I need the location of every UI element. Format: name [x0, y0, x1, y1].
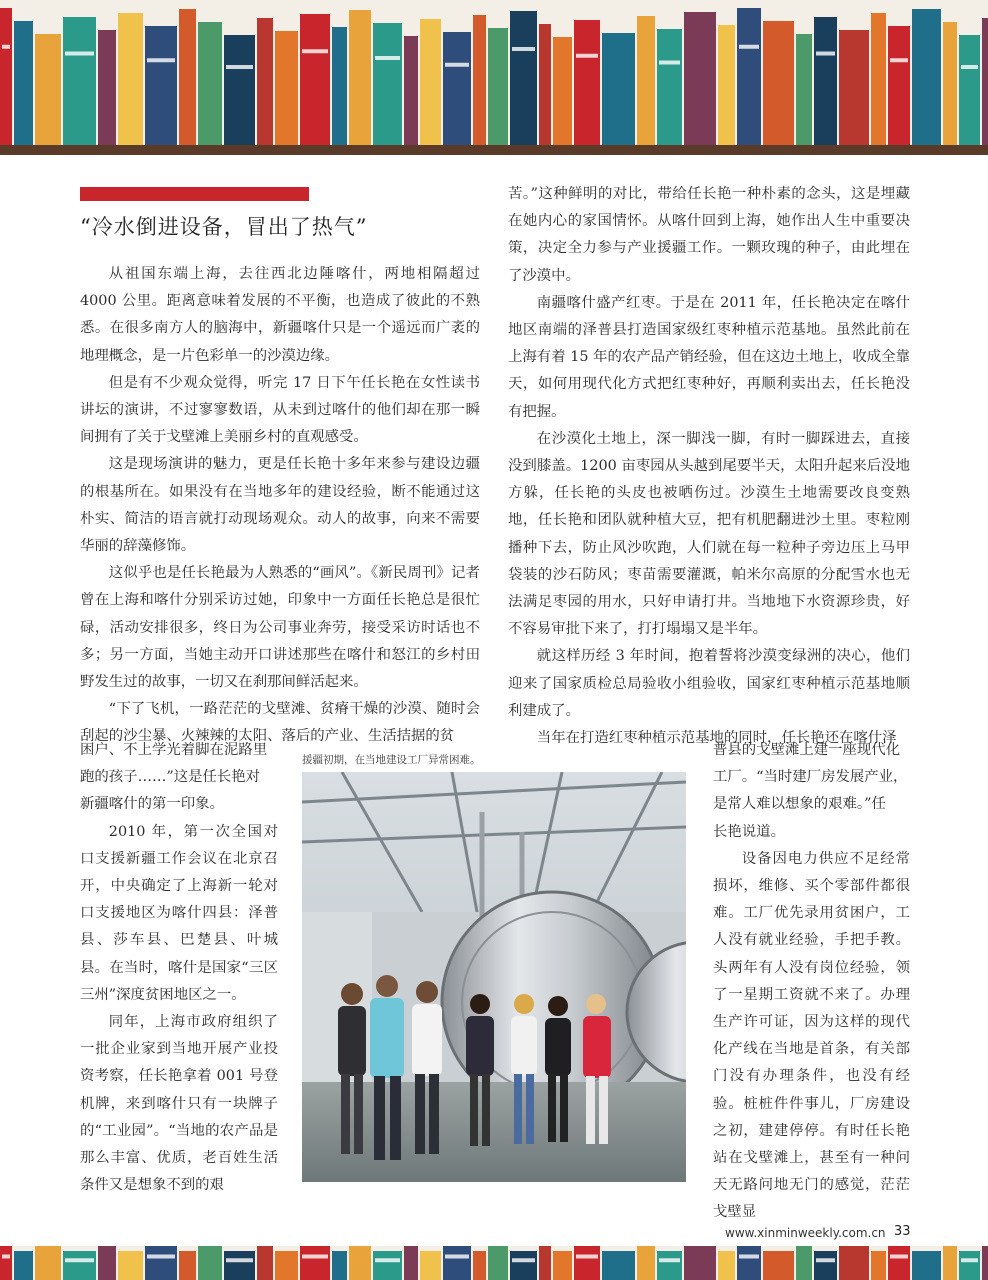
section-accent-bar [80, 187, 309, 201]
book-band [816, 1258, 835, 1262]
paragraph: 2010 年，第一次全国对口支援新疆工作会议在北京召开，中央确定了上海新一轮对口支援地区为喀什四县：泽普县、莎车县、巴楚县、叶城县。在当时，喀什是国家“三区三州”深度贫困地区之一。 [80, 823, 278, 1003]
book-spine [349, 10, 371, 145]
book-spine [839, 30, 869, 145]
book-spine [602, 1251, 635, 1280]
paragraph: 从祖国东端上海，去往西北边陲喀什，两地相隔超过 4000 公里。距离意味着发展的不平衡，也造成了彼此的不熟悉。在很多南方人的脑海中，新疆喀什只是一个遥远而广袤的地理概念，是一片色彩单一的沙漠边缘。 [80, 266, 480, 364]
book-spine [737, 1246, 761, 1280]
paragraph: 苦。”这种鲜明的对比，带给任长艳一种朴素的念头，这是埋藏在她内心的家国情怀。从喀什回到上海，她作出人生中重要决策，决定全力参与产业援疆工作。一颗玫瑰的种子，由此埋在了沙漠中。 [508, 186, 910, 284]
book-spine [510, 1251, 537, 1280]
book-band [576, 1255, 598, 1259]
book-band [375, 56, 400, 60]
book-spine [982, 18, 988, 145]
book-band [961, 65, 978, 69]
book-spine [98, 1246, 116, 1280]
bottom-bookshelf-banner [0, 1246, 988, 1280]
text-line: 普县的戈壁滩上建一座现代化 [713, 742, 901, 758]
page-number: 33 [894, 1224, 911, 1239]
book-spine [443, 32, 471, 145]
book-spine [420, 19, 441, 145]
book-spine [553, 1251, 572, 1280]
book-spine [300, 14, 330, 145]
book-band [961, 1258, 978, 1262]
book-spine [0, 8, 12, 145]
factory-photo [302, 772, 686, 1182]
book-spine [814, 17, 837, 145]
book-spine [373, 23, 402, 145]
book-spine [224, 35, 255, 145]
text-line: 是常人难以想象的艰难。”任 [713, 796, 886, 813]
book-spine [912, 1251, 941, 1280]
book-band [739, 1255, 759, 1259]
book-spine [763, 21, 794, 145]
book-spine [763, 1251, 794, 1280]
book-spine [118, 1251, 143, 1280]
book-spine [737, 8, 761, 145]
paragraph: 在沙漠化土地上，深一脚浅一脚，有时一脚踩进去，直接没到膝盖。1200 亩枣园从头越到尾要半天，太阳升起来后没地方躲，任长艳的头皮也被晒伤过。沙漠生土地需要改良变熟地，任长艳和团队就种植大豆，把有机肥翻进沙土里。枣粒刚播种下去，防止风沙吹跑，人们就在每一粒种子旁边压上马甲袋装的沙石防风；枣苗需要灌溉，帕米尔高原的分配雪水也无法满足枣园的用水，只好申请打井。当地地下水资源珍贵，好不容易审批下来了，打打塌塌又是半年。 [508, 430, 910, 638]
book-spine [943, 1246, 957, 1280]
text-line: 工厂。“当时建厂房发展产业， [713, 769, 908, 786]
book-spine [179, 1251, 196, 1280]
book-spine [257, 18, 273, 145]
book-band [375, 1258, 400, 1262]
book-spine [63, 17, 96, 145]
book-spine [404, 36, 418, 145]
book-spine [488, 1246, 508, 1280]
book-spine [602, 33, 635, 145]
book-spine [637, 16, 655, 145]
footer-website: www.xinminweekly.com.cn [725, 1226, 886, 1240]
book-spine [488, 28, 508, 145]
book-spine [404, 1246, 418, 1280]
book-spine [0, 1246, 12, 1280]
book-spine [796, 34, 812, 145]
book-spine [300, 1246, 330, 1280]
book-band [147, 58, 175, 62]
bookshelf-illustration [0, 1246, 988, 1280]
book-spine [684, 12, 716, 145]
book-band [512, 47, 535, 51]
book-spine [473, 15, 486, 145]
book-spine [888, 26, 910, 145]
book-spine [118, 13, 143, 145]
book-spine [257, 1246, 273, 1280]
book-spine [718, 25, 735, 145]
paragraph: 当年在打造红枣种植示范基地的同时，任长艳还在喀什泽 [536, 730, 897, 747]
book-spine [657, 1251, 682, 1280]
book-spine [959, 35, 980, 145]
book-spine [912, 9, 941, 145]
book-spine [35, 1246, 61, 1280]
book-band [226, 65, 253, 69]
book-spine [420, 1251, 441, 1280]
book-spine [98, 30, 116, 145]
book-spine [574, 1246, 600, 1280]
bookshelf-illustration [0, 0, 988, 155]
section-title: “冷水倒进设备，冒出了热气” [80, 215, 368, 239]
book-spine [179, 9, 196, 145]
shelf-board [0, 145, 988, 155]
book-band [226, 1258, 253, 1262]
book-spine [14, 1251, 33, 1280]
book-band [890, 1255, 908, 1259]
book-spine [63, 1251, 96, 1280]
book-spine [14, 21, 33, 145]
paragraph: 南疆喀什盛产红枣。于是在 2011 年，任长艳决定在喀什地区南端的泽普县打造国家级红枣种植示范基地。虽然此前在上海有着 15 年的农产品产销经验，但在这边土地上，收成全靠天，如何用现代化方式把红枣种好，再顺利卖出去，任长艳没有把握。 [508, 294, 910, 420]
book-spine [539, 24, 551, 145]
text-line: 长艳说道。 [713, 823, 785, 840]
paragraph: 设备因电力供应不足经常损坏，维修、买个零部件都很难。工厂优先录用贫困户，工人没有就业经验，手把手教。头两年有人没有岗位经验，领了一星期工资就不来了。办理生产许可证，因为这样的现代化产线在当地是首条，有关部门没有办理条件，也没有经验。桩桩件件事儿，厂房建设之初，建建停停。有时任长艳站在戈壁滩上，甚至有一种问天无路问地无门的感觉，茫茫戈壁显 [713, 850, 910, 1221]
paragraph: “下了飞机，一路茫茫的戈壁滩、贫瘠干燥的沙漠、随时会刮起的沙尘暴、火辣辣的太阳、落后的产业、生活拮据的贫 [80, 701, 480, 745]
book-spine [959, 1251, 980, 1280]
book-band [65, 52, 94, 56]
right-narrow-text [713, 737, 910, 1227]
book-band [302, 1255, 328, 1259]
book-band [147, 1255, 175, 1259]
book-spine [871, 1251, 886, 1280]
book-spine [349, 1246, 371, 1280]
book-band [445, 63, 469, 67]
paragraph: 这是现场演讲的魅力，更是任长艳十多年来参与建设边疆的根基所在。如果没有在当地多年的建设经验，断不能通过这朴实、简洁的语言就打动现场观众。动人的故事，向来不需要华丽的辞藻修饰。 [80, 456, 480, 555]
book-spine [373, 1251, 402, 1280]
book-band [512, 1258, 535, 1262]
book-spine [275, 1251, 298, 1280]
book-band [2, 45, 10, 49]
right-column-text [508, 181, 910, 752]
book-spine [224, 1251, 255, 1280]
book-spine [553, 37, 572, 145]
book-band [739, 45, 759, 49]
book-band [659, 1258, 680, 1262]
text-line: 困户、不上学光着脚在泥路里 [80, 742, 268, 758]
photo-caption: 援疆初期，在当地建设工厂异常困难。 [302, 754, 481, 766]
book-spine [943, 22, 957, 145]
book-band [302, 49, 328, 53]
book-spine [198, 22, 222, 145]
paragraph: 就这样历经 3 年时间，抱着誓将沙漠变绿洲的决心，他们迎来了国家质检总局验收小组验收，国家红枣种植示范基地顺利建成了。 [508, 648, 910, 719]
book-spine [145, 1246, 177, 1280]
book-spine [473, 1251, 486, 1280]
book-spine [718, 1251, 735, 1280]
book-spine [510, 11, 537, 145]
left-column-text [80, 261, 480, 751]
book-band [659, 61, 680, 65]
book-spine [275, 31, 298, 145]
book-spine [684, 1246, 716, 1280]
book-spine [982, 1246, 988, 1280]
left-narrow-text [80, 737, 278, 1199]
book-spine [796, 1246, 812, 1280]
book-spine [574, 20, 600, 145]
book-spine [814, 1251, 837, 1280]
book-band [576, 54, 598, 58]
book-band [445, 1255, 469, 1259]
book-band [65, 1258, 94, 1262]
book-spine [637, 1246, 655, 1280]
book-spine [332, 1251, 347, 1280]
book-spine [888, 1246, 910, 1280]
book-band [890, 58, 908, 62]
book-band [816, 52, 835, 56]
book-spine [871, 13, 886, 145]
top-bookshelf-banner [0, 0, 988, 155]
paragraph: 但是有不少观众觉得，听完 17 日下午任长艳在女性读书讲坛的演讲，不过寥寥数语，从未到过喀什的他们却在那一瞬间拥有了关于戈壁滩上美丽乡村的直观感受。 [80, 374, 480, 446]
text-line: 新疆喀什的第一印象。 [80, 796, 224, 813]
book-spine [332, 27, 347, 145]
book-spine [539, 1246, 551, 1280]
text-line: 跑的孩子……”这是任长艳对 [80, 769, 261, 786]
book-band [2, 1255, 10, 1259]
factory-photo-illustration [302, 772, 686, 1182]
book-spine [839, 1246, 869, 1280]
book-spine [443, 1246, 471, 1280]
book-spine [35, 34, 61, 145]
book-spine [198, 1246, 222, 1280]
book-spine [657, 29, 682, 145]
paragraph: 这似乎也是任长艳最为人熟悉的“画风”。《新民周刊》记者曾在上海和喀什分别采访过她，印象中一方面任长艳总是很忙碌，活动安排很多，终日为公司事业奔劳，接受采访时话也不多；另一方面，当她主动开口讲述那些在喀什和怒江的乡村田野发生过的故事，一切又在刹那间鲜活起来。 [80, 565, 480, 691]
paragraph: 同年，上海市政府组织了一批企业家到当地开展产业投资考察，任长艳拿着 001 号登机牌，来到喀什只有一块牌子的“工业园”。“当地的农产品是那么丰富、优质，老百姓生活条件又是想象不到的艰 [80, 1014, 278, 1194]
book-spine [145, 26, 177, 145]
